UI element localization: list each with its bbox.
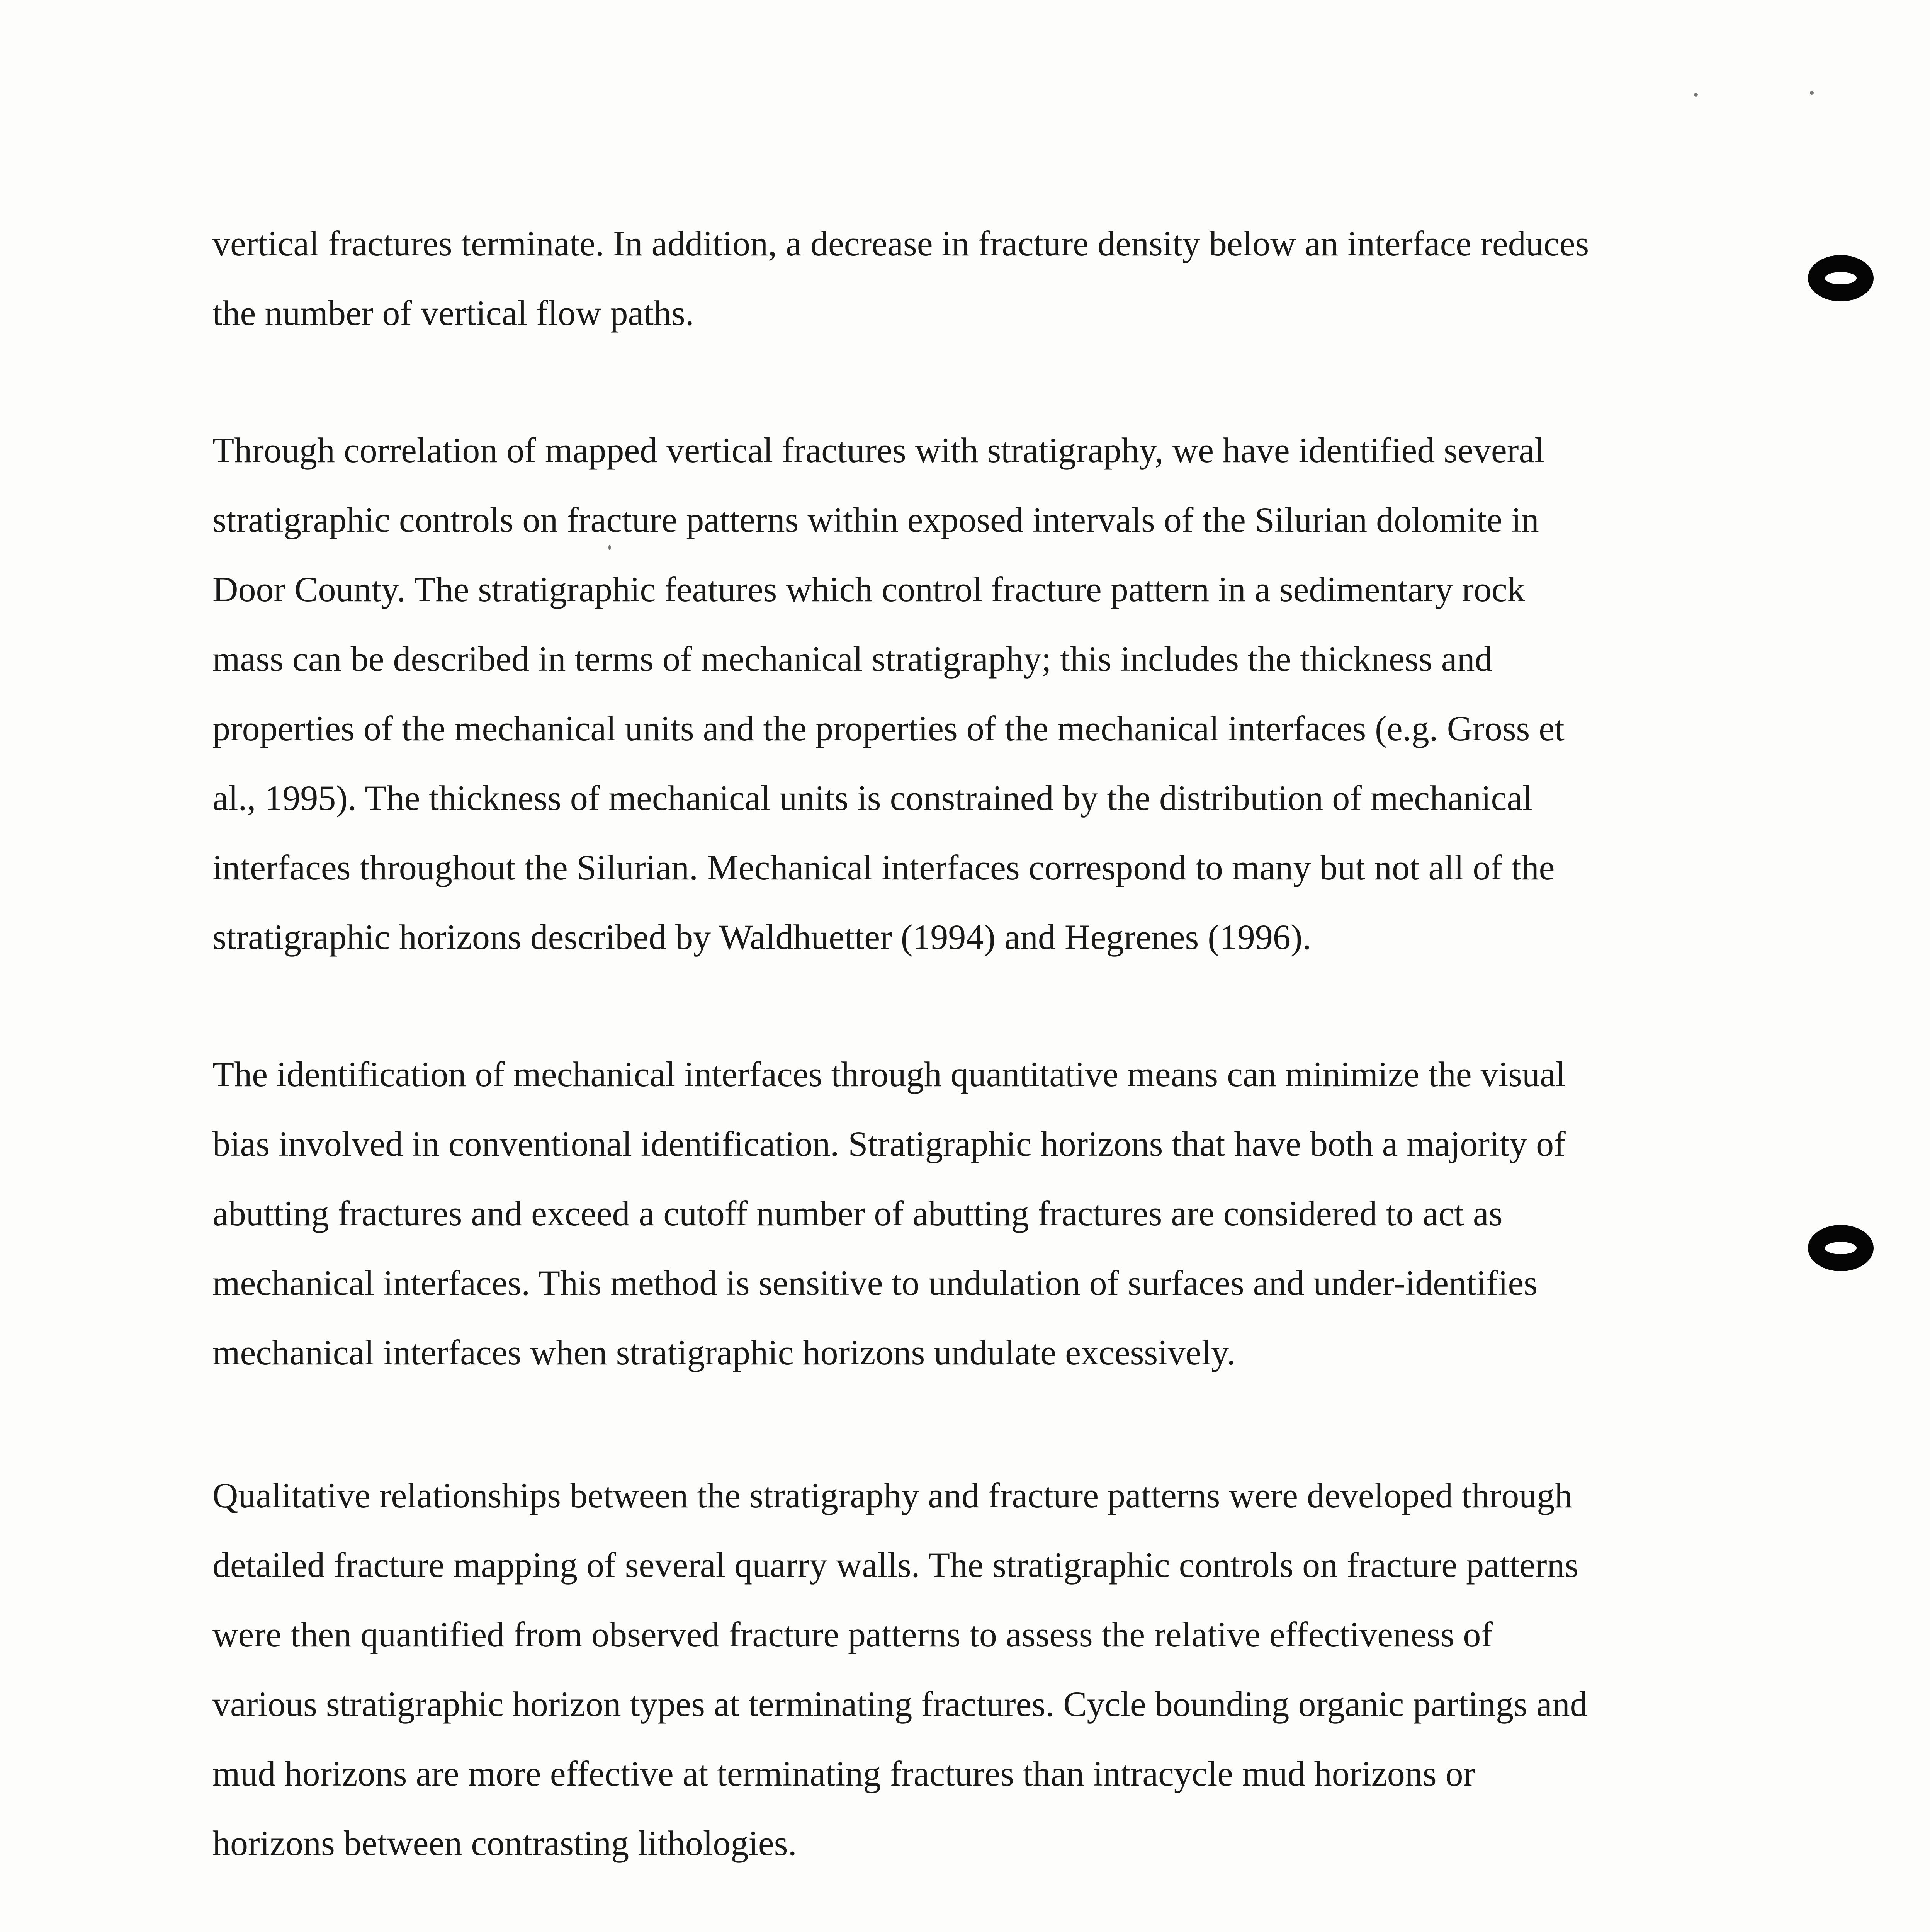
paragraph-3 — [212, 1039, 1719, 1387]
text-line: The identification of mechanical interfaces through quantitative means can minimize the visual — [212, 1054, 1566, 1094]
text-line: mechanical interfaces. This method is sensitive to undulation of surfaces and under-identifies — [212, 1263, 1538, 1303]
scan-speck — [1694, 93, 1698, 97]
text-line: detailed fracture mapping of several quarry walls. The stratigraphic controls on fracture patterns — [212, 1545, 1579, 1585]
text-line: bias involved in conventional identification. Stratigraphic horizons that have both a majority of — [212, 1124, 1566, 1163]
paragraph-1 — [212, 209, 1719, 348]
punch-hole-top — [1808, 255, 1874, 301]
text-line: interfaces throughout the Silurian. Mechanical interfaces correspond to many but not all of the — [212, 848, 1555, 887]
paragraph-2 — [212, 415, 1719, 972]
text-line: properties of the mechanical units and the properties of the mechanical interfaces (e.g. Gross et — [212, 709, 1565, 748]
text-line: the number of vertical flow paths. — [212, 293, 694, 333]
scan-speck — [608, 545, 611, 550]
paragraph-4 — [212, 1461, 1719, 1878]
text-line: Qualitative relationships between the stratigraphy and fracture patterns were developed through — [212, 1476, 1573, 1515]
scan-speck — [1810, 91, 1814, 95]
text-line: various stratigraphic horizon types at terminating fractures. Cycle bounding organic partings and — [212, 1684, 1588, 1724]
text-line: mechanical interfaces when stratigraphic horizons undulate excessively. — [212, 1333, 1236, 1372]
text-line: vertical fractures terminate. In addition, a decrease in fracture density below an interface reduces — [212, 224, 1589, 263]
punch-hole-middle — [1808, 1225, 1874, 1271]
text-line: stratigraphic horizons described by Waldhuetter (1994) and Hegrenes (1996). — [212, 917, 1312, 957]
text-line: al., 1995). The thickness of mechanical units is constrained by the distribution of mechanical — [212, 778, 1532, 818]
text-line: Door County. The stratigraphic features which control fracture pattern in a sedimentary rock — [212, 570, 1525, 609]
text-line: were then quantified from observed fracture patterns to assess the relative effectiveness of — [212, 1615, 1493, 1654]
text-line: abutting fractures and exceed a cutoff number of abutting fractures are considered to act as — [212, 1194, 1503, 1233]
text-line: mud horizons are more effective at terminating fractures than intracycle mud horizons or — [212, 1754, 1475, 1793]
text-line: horizons between contrasting lithologies. — [212, 1823, 797, 1863]
text-line: mass can be described in terms of mechanical stratigraphy; this includes the thickness and — [212, 639, 1493, 679]
text-line: Through correlation of mapped vertical fractures with stratigraphy, we have identified several — [212, 430, 1544, 470]
text-line: stratigraphic controls on fracture patterns within exposed intervals of the Silurian dolomite in — [212, 500, 1539, 539]
